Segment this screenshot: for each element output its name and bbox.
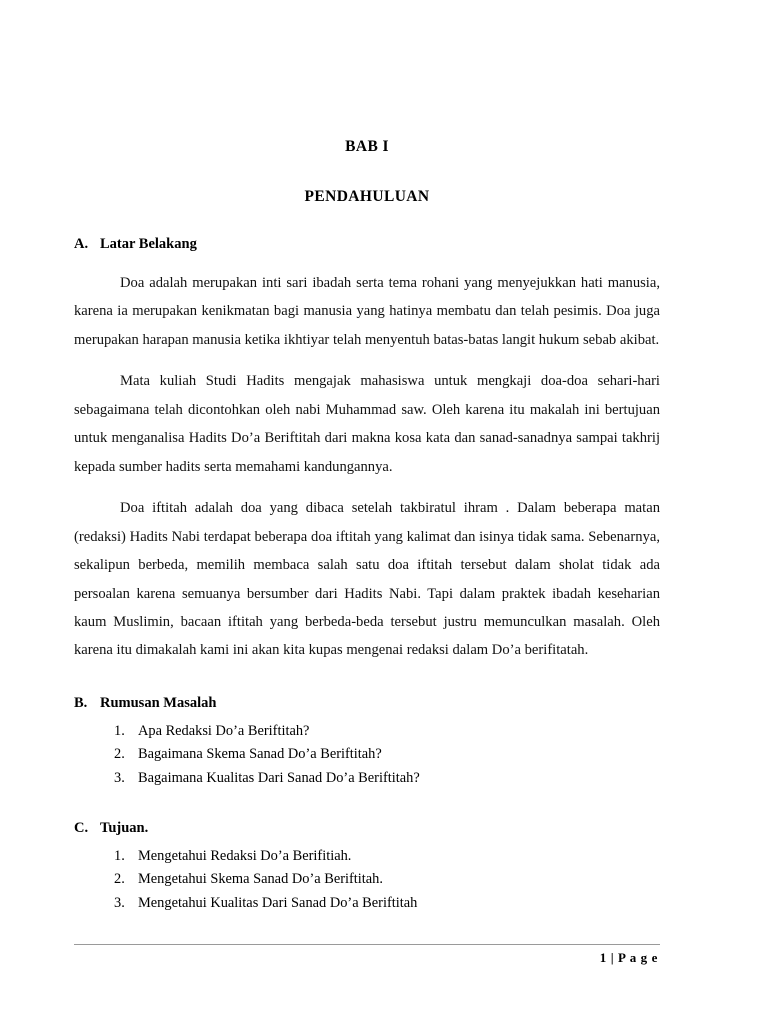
list-item-number: 3. — [114, 894, 125, 911]
paragraph: Doa iftitah adalah doa yang dibaca setelah takbiratul ihram . Dalam beberapa matan (redaksi) Hadits Nabi terdapat beberapa doa iftitah yang kalimat dan isinya tidak sama. Sebenarnya, sekalipun berbeda, memilih membaca salah satu doa iftitah tersebut dalam sholat tidak ada persoalan karena semuanya bersumber dari Hadits Nabi. Tapi dalam praktek ibadah keseharian kaum Muslimin, bacaan iftitah yang berbeda-beda tersebut justru memunculkan masalah. Oleh karena itu dimakalah kami ini akan kita kupas mengenai redaksi dalam Do’a berifitatah. — [74, 500, 660, 659]
section-title-b: Rumusan Masalah — [100, 694, 217, 711]
paragraph: Doa adalah merupakan inti sari ibadah serta tema rohani yang menyejukkan hati manusia, karena ia merupakan kenikmatan bagi manusia yang hatinya membatu dan telah pesimis. Doa juga merupakan harapan manusia ketika ikhtiyar telah menyentuh batas-batas langit hukum sebab akibat. — [74, 275, 660, 348]
chapter-subtitle: PENDAHULUAN — [304, 188, 430, 205]
list-item-number: 1. — [114, 722, 125, 739]
list-item-text: Mengetahui Skema Sanad Do’a Beriftitah. — [138, 871, 383, 888]
tujuan-list — [74, 845, 660, 915]
page-content — [74, 0, 660, 915]
chapter-title: BAB I — [345, 138, 389, 155]
section-title-c: Tujuan. — [100, 819, 149, 836]
list-item-text: Mengetahui Kualitas Dari Sanad Do’a Beriftitah — [138, 894, 418, 911]
section-heading-a — [74, 236, 660, 253]
list-item-text: Bagaimana Skema Sanad Do’a Beriftitah? — [138, 746, 382, 763]
list-item-number: 2. — [114, 871, 125, 888]
section-heading-c — [74, 820, 660, 837]
section-marker-b: B. — [74, 694, 88, 711]
section-marker-a: A. — [74, 236, 89, 252]
page-number: 1 | P a g e — [599, 950, 658, 965]
list-item-text: Apa Redaksi Do’a Beriftitah? — [138, 722, 310, 739]
list-item-number: 3. — [114, 769, 125, 786]
list-item-text: Bagaimana Kualitas Dari Sanad Do’a Beriftitah? — [138, 769, 420, 786]
page-footer — [74, 944, 660, 966]
list-item — [114, 767, 660, 790]
list-item — [114, 720, 660, 743]
list-item — [114, 892, 660, 915]
paragraph: Mata kuliah Studi Hadits mengajak mahasiswa untuk mengkaji doa-doa sehari-hari sebagaimana telah dicontohkan oleh nabi Muhammad saw. Oleh karena itu makalah ini bertujuan untuk menganalisa Hadits Do’a Beriftitah dari makna kosa kata dan sanad-sanadnya sampai takhrij kepada sumber hadits serta memahami kandungannya. — [74, 373, 660, 475]
list-item — [114, 868, 660, 891]
list-item-number: 1. — [114, 847, 125, 864]
section-title-a: Latar Belakang — [100, 236, 197, 252]
rumusan-masalah-list — [74, 720, 660, 790]
section-marker-c: C. — [74, 819, 89, 836]
section-heading-b — [74, 695, 660, 712]
list-item — [114, 743, 660, 766]
list-item — [114, 845, 660, 868]
list-item-text: Mengetahui Redaksi Do’a Berifitiah. — [138, 847, 352, 864]
footer-divider — [74, 944, 660, 945]
list-item-number: 2. — [114, 746, 125, 763]
